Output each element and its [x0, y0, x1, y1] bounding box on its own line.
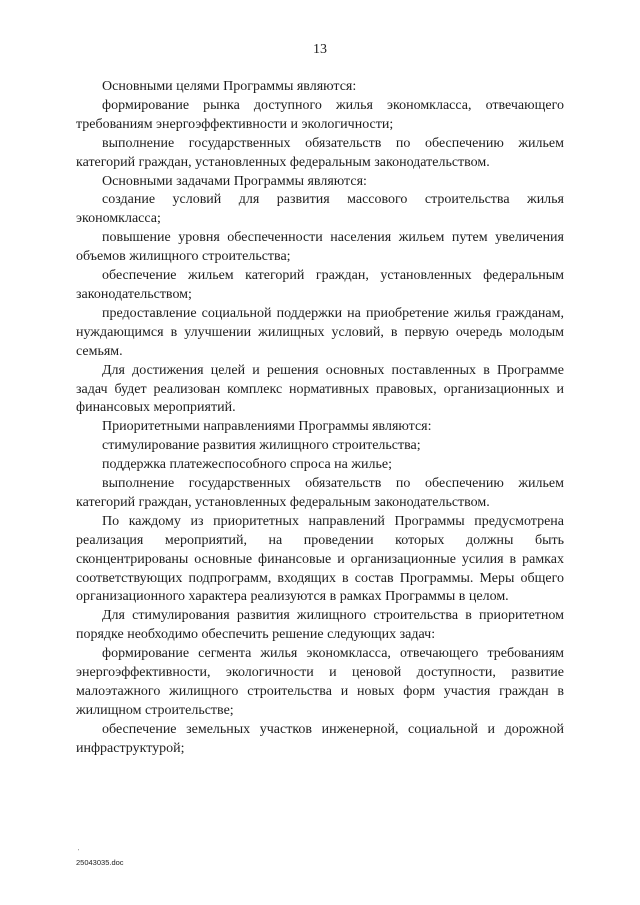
- paragraph: Основными задачами Программы являются:: [102, 173, 367, 189]
- paragraph: создание условий для развития массового строительства жилья экономкласса;: [76, 192, 564, 227]
- paragraph: поддержка платежеспособного спроса на жилье;: [102, 457, 393, 473]
- paragraph: выполнение государственных обязательств по обеспечению жильем категорий граждан, установленных федеральным законодательством.: [76, 135, 564, 170]
- paragraph: обеспечение жильем категорий граждан, установленных федеральным законодательством;: [76, 268, 564, 302]
- paragraph: формирование сегмента жилья экономкласса, отвечающего требованиям энергоэффективности, экологичности и ценовой доступности, развитие малоэтажного жилищного строительства и новых форм участия граждан в жилищном строительстве;: [76, 646, 564, 718]
- paragraph: Для достижения целей и решения основных поставленных в Программе задач будет реализован комплекс нормативных правовых, организационных и финансовых мероприятий.: [76, 362, 564, 416]
- paragraph: По каждому из приоритетных направлений Программы предусмотрена реализация мероприятий, на проведении которых должны быть сконцентрированы основные финансовые и организационные усилия в рамках соответствующих подпрограмм, входящих в состав Программы. Меры общего организационного характера реализуются в рамках Программы в целом.: [76, 513, 564, 605]
- paragraph: повышение уровня обеспеченности населения жильем путем увеличения объемов жилищного строительства;: [76, 230, 564, 265]
- paragraph: Для стимулирования развития жилищного строительства в приоритетном порядке необходимо обеспечить решение следующих задач:: [76, 608, 564, 643]
- paragraph: стимулирование развития жилищного строительства;: [102, 438, 421, 454]
- paragraph: предоставление социальной поддержки на приобретение жилья гражданам, нуждающимся в улучшении жилищных условий, в первую очередь молодым семьям.: [76, 305, 564, 359]
- paragraph: Основными целями Программы являются:: [102, 79, 357, 94]
- body-text: [76, 78, 564, 759]
- footer-mark: ': [78, 849, 80, 855]
- paragraph: формирование рынка доступного жилья экономкласса, отвечающего требованиям энергоэффективности и экологичности;: [76, 97, 564, 132]
- paragraph: Приоритетными направлениями Программы являются:: [102, 419, 432, 435]
- footer-filename: 25043035.doc: [76, 858, 124, 867]
- page-number: 13: [313, 42, 327, 57]
- paragraph: выполнение государственных обязательств по обеспечению жильем категорий граждан, установленных федеральным законодательством.: [76, 476, 564, 510]
- paragraph: обеспечение земельных участков инженерной, социальной и дорожной инфраструктурой;: [76, 721, 564, 756]
